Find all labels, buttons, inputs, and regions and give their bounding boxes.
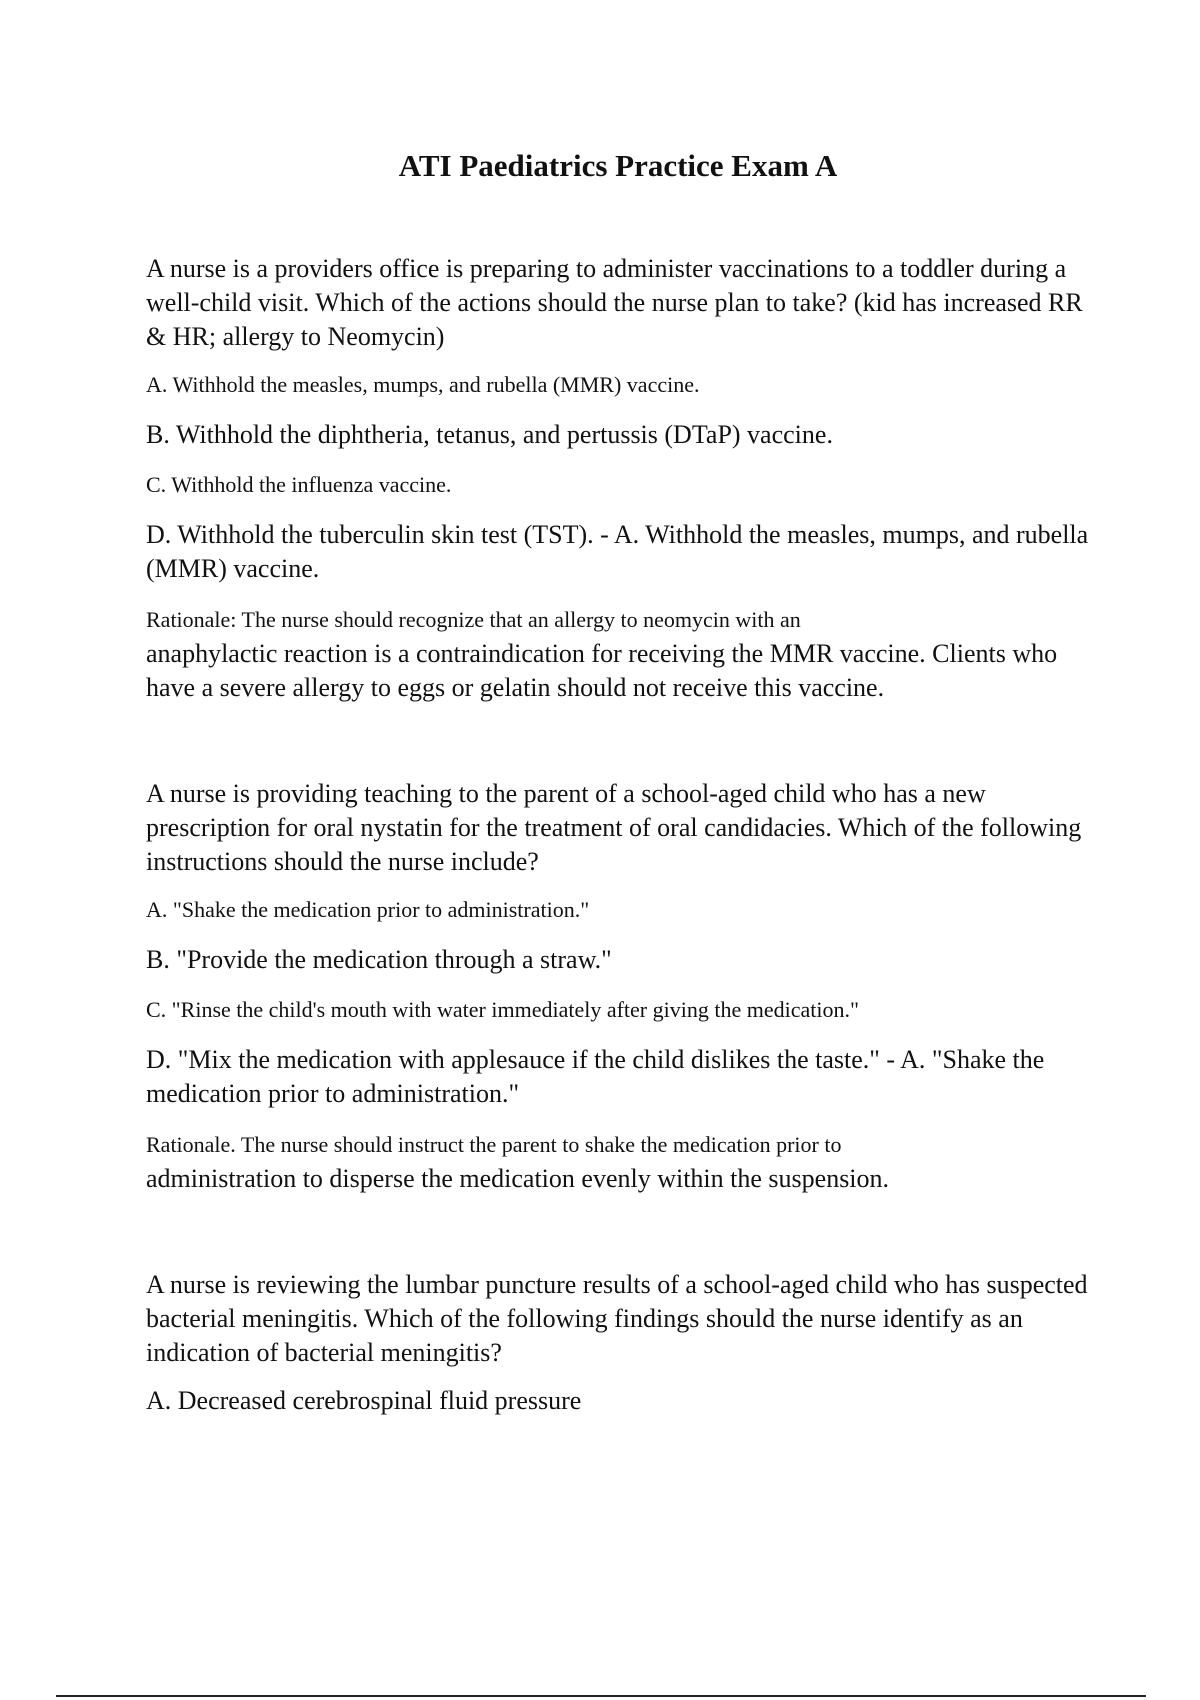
answer-option-c: C. Withhold the influenza vaccine. <box>146 472 452 497</box>
answer-option-b: B. "Provide the medication through a straw." <box>146 945 612 974</box>
rationale-body: anaphylactic reaction is a contraindication for receiving the MMR vaccine. Clients who have a severe allergy to eggs or gelatin should not receive this vaccine. <box>146 639 1058 702</box>
question-1 <box>146 252 1096 705</box>
answer-option-a: A. Withhold the measles, mumps, and rubella (MMR) vaccine. <box>146 372 700 397</box>
rationale-body: administration to disperse the medication evenly within the suspension. <box>146 1164 890 1193</box>
answer-option-c: C. "Rinse the child's mouth with water immediately after giving the medication." <box>146 997 859 1022</box>
answer-option-d: D. Withhold the tuberculin skin test (TST). - A. Withhold the measles, mumps, and rubella (MMR) vaccine. <box>146 520 1089 583</box>
rationale <box>146 1127 1096 1196</box>
rationale <box>146 602 1096 705</box>
answer-option-b: B. Withhold the diphtheria, tetanus, and pertussis (DTaP) vaccine. <box>146 420 833 449</box>
footer-divider <box>56 1695 1146 1697</box>
answer-option-a: A. Decreased cerebrospinal fluid pressure <box>146 1386 582 1415</box>
page-title: ATI Paediatrics Practice Exam A <box>398 148 838 183</box>
answer-option-a: A. "Shake the medication prior to administration." <box>146 897 590 922</box>
rationale-lead: Rationale. The nurse should instruct the parent to shake the medication prior to <box>146 1132 842 1157</box>
question-list <box>146 252 1096 1490</box>
question-2 <box>146 777 1096 1196</box>
question-stem: A nurse is providing teaching to the parent of a school-aged child who has a new prescription for oral nystatin for the treatment of oral candidacies. Which of the following instructions should the nurse include? <box>146 779 1082 876</box>
rationale-lead: Rationale: The nurse should recognize that an allergy to neomycin with an <box>146 607 801 632</box>
answer-option-d: D. "Mix the medication with applesauce if the child dislikes the taste." - A. "Shake the medication prior to administration." <box>146 1045 1045 1108</box>
question-stem: A nurse is a providers office is preparing to administer vaccinations to a toddler during a well-child visit. Which of the actions should the nurse plan to take? (kid has increased RR & HR; allergy to Neomycin) <box>146 254 1083 351</box>
question-3 <box>146 1268 1096 1418</box>
question-stem: A nurse is reviewing the lumbar puncture results of a school-aged child who has suspected bacterial meningitis. Which of the following findings should the nurse identify as an indication of bacterial meningitis? <box>146 1270 1088 1367</box>
